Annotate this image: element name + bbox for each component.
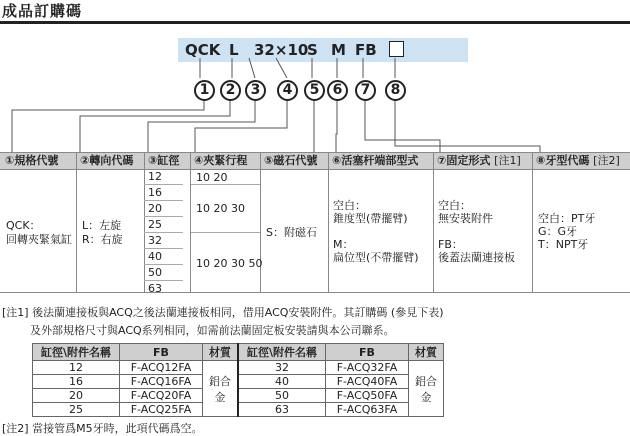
code-number-8: 8: [385, 80, 406, 101]
bore-value: 20: [144, 201, 183, 217]
bore-cell: 50: [238, 389, 326, 403]
table-row: [33, 375, 444, 389]
column-divider: [433, 152, 434, 293]
bore-cell: 20: [33, 389, 120, 403]
bore-value: 12: [144, 169, 183, 185]
bore-value: 16: [144, 185, 183, 201]
code-number-2: 2: [220, 80, 241, 101]
header-material: 材質: [409, 344, 444, 361]
table-row: [33, 403, 444, 417]
bore-cell: 25: [33, 403, 120, 417]
stroke-divider: [191, 232, 260, 233]
header-bore-accessory: 缸徑\附件名稱: [238, 344, 326, 361]
bore-value: 63: [148, 282, 162, 295]
header-rotation-code: ②轉向代碼: [80, 154, 134, 167]
bore-value: 32: [144, 233, 183, 249]
material-cell: 鋁合金: [409, 361, 444, 417]
fb-part-cell: F-ACQ40FA: [326, 375, 409, 389]
fb-part-cell: F-ACQ16FA: [120, 375, 203, 389]
header-fb: FB: [120, 344, 203, 361]
header-magnet-code: ⑤磁石代號: [264, 154, 318, 167]
mount-blank-label: 空白：: [438, 199, 471, 212]
magnet-option: S：附磁石: [266, 226, 317, 239]
bore-value: 25: [144, 217, 183, 233]
note-1-line-2: 及外部規格尺寸與ACQ系列相同，如需前法蘭固定板安裝請與本公司聯系。: [30, 324, 395, 337]
code-number-7: 7: [355, 80, 376, 101]
bore-cell: 16: [33, 375, 120, 389]
stroke-bore-12: 10 20: [196, 171, 228, 184]
stroke-bore-32-63: 10 20 30 50: [196, 257, 263, 270]
piston-m-label: M：: [333, 238, 354, 251]
fb-part-cell: F-ACQ32FA: [326, 361, 409, 375]
piston-blank-desc: 錐度型(帶擺臂): [333, 212, 408, 225]
bore-list: [144, 169, 183, 296]
code-part-series: QCK: [185, 41, 221, 59]
code-number-5: 5: [304, 80, 325, 101]
mount-fb-desc: 後蓋法蘭連接板: [438, 251, 515, 264]
column-divider: [190, 152, 191, 293]
column-divider: [260, 152, 261, 293]
code-number-1: 1: [194, 80, 215, 101]
table-row: [33, 389, 444, 403]
bore-value: 40: [144, 249, 183, 265]
code-number-4: 4: [277, 80, 298, 101]
table-row: [33, 361, 444, 375]
header-piston-end: ⑥活塞杆端部型式: [332, 154, 419, 167]
header-bore: ③缸徑: [148, 154, 180, 167]
header-mount-type: ⑦固定形式 [注1]: [437, 154, 521, 167]
column-divider: [76, 152, 77, 293]
bore-value: 50: [144, 265, 183, 281]
header-material: 材質: [203, 344, 239, 361]
code-part-bore-stroke: 32×10: [254, 41, 309, 59]
mount-blank-desc: 無安裝附件: [438, 212, 493, 225]
header-thread-code: ⑧牙型代碼 [注2]: [536, 154, 620, 167]
page-title: 成品訂購碼: [2, 2, 83, 20]
fb-part-cell: F-ACQ63FA: [326, 403, 409, 417]
mount-fb-label: FB：: [438, 238, 463, 251]
accessory-table: [32, 343, 444, 417]
note-1-line-1: [注1] 後法蘭連接板與ACQ之後法蘭連接板相同，借用ACQ安裝附件。其訂購碼 (參見下表): [2, 306, 444, 319]
thread-g: G：G牙: [538, 225, 578, 238]
table-header-row: [33, 344, 444, 361]
code-part-rotation: L: [229, 41, 239, 59]
code-number-6: 6: [327, 80, 348, 101]
fb-part-cell: F-ACQ50FA: [326, 389, 409, 403]
code-part-mount: FB: [355, 41, 377, 59]
note-2: [注2] 當接管爲M5牙時，此項代碼爲空。: [2, 422, 203, 435]
stroke-bore-16-25: 10 20 30: [196, 202, 245, 215]
code-part-piston: M: [331, 41, 346, 59]
piston-blank-label: 空白：: [333, 199, 366, 212]
column-divider: [328, 152, 329, 293]
thread-pt: 空白：PT牙: [538, 212, 596, 225]
fb-part-cell: F-ACQ25FA: [120, 403, 203, 417]
code-part-magnet: S: [307, 41, 318, 59]
series-code: QCK：: [6, 219, 41, 232]
stroke-divider: [191, 184, 260, 185]
series-description: 回轉夾緊氣缸: [6, 233, 72, 246]
rotation-left: L：左旋: [82, 219, 122, 232]
material-cell: 鋁合金: [203, 361, 239, 417]
header-fb: FB: [326, 344, 409, 361]
bore-cell: 40: [238, 375, 326, 389]
bore-cell: 12: [33, 361, 120, 375]
header-stroke: ④夾緊行程: [194, 154, 248, 167]
spec-table-bottom-border: [0, 292, 630, 293]
column-divider: [532, 152, 533, 293]
bore-cell: 32: [238, 361, 326, 375]
code-number-3: 3: [245, 80, 266, 101]
header-spec-code: ①規格代號: [5, 154, 59, 167]
thread-npt: T：NPT牙: [538, 238, 589, 251]
piston-m-desc: 扁位型(不帶擺臂): [333, 251, 419, 264]
header-bore-accessory: 缸徑\附件名稱: [33, 344, 120, 361]
rotation-right: R：右旋: [82, 233, 123, 246]
fb-part-cell: F-ACQ12FA: [120, 361, 203, 375]
bore-cell: 63: [238, 403, 326, 417]
fb-part-cell: F-ACQ20FA: [120, 389, 203, 403]
